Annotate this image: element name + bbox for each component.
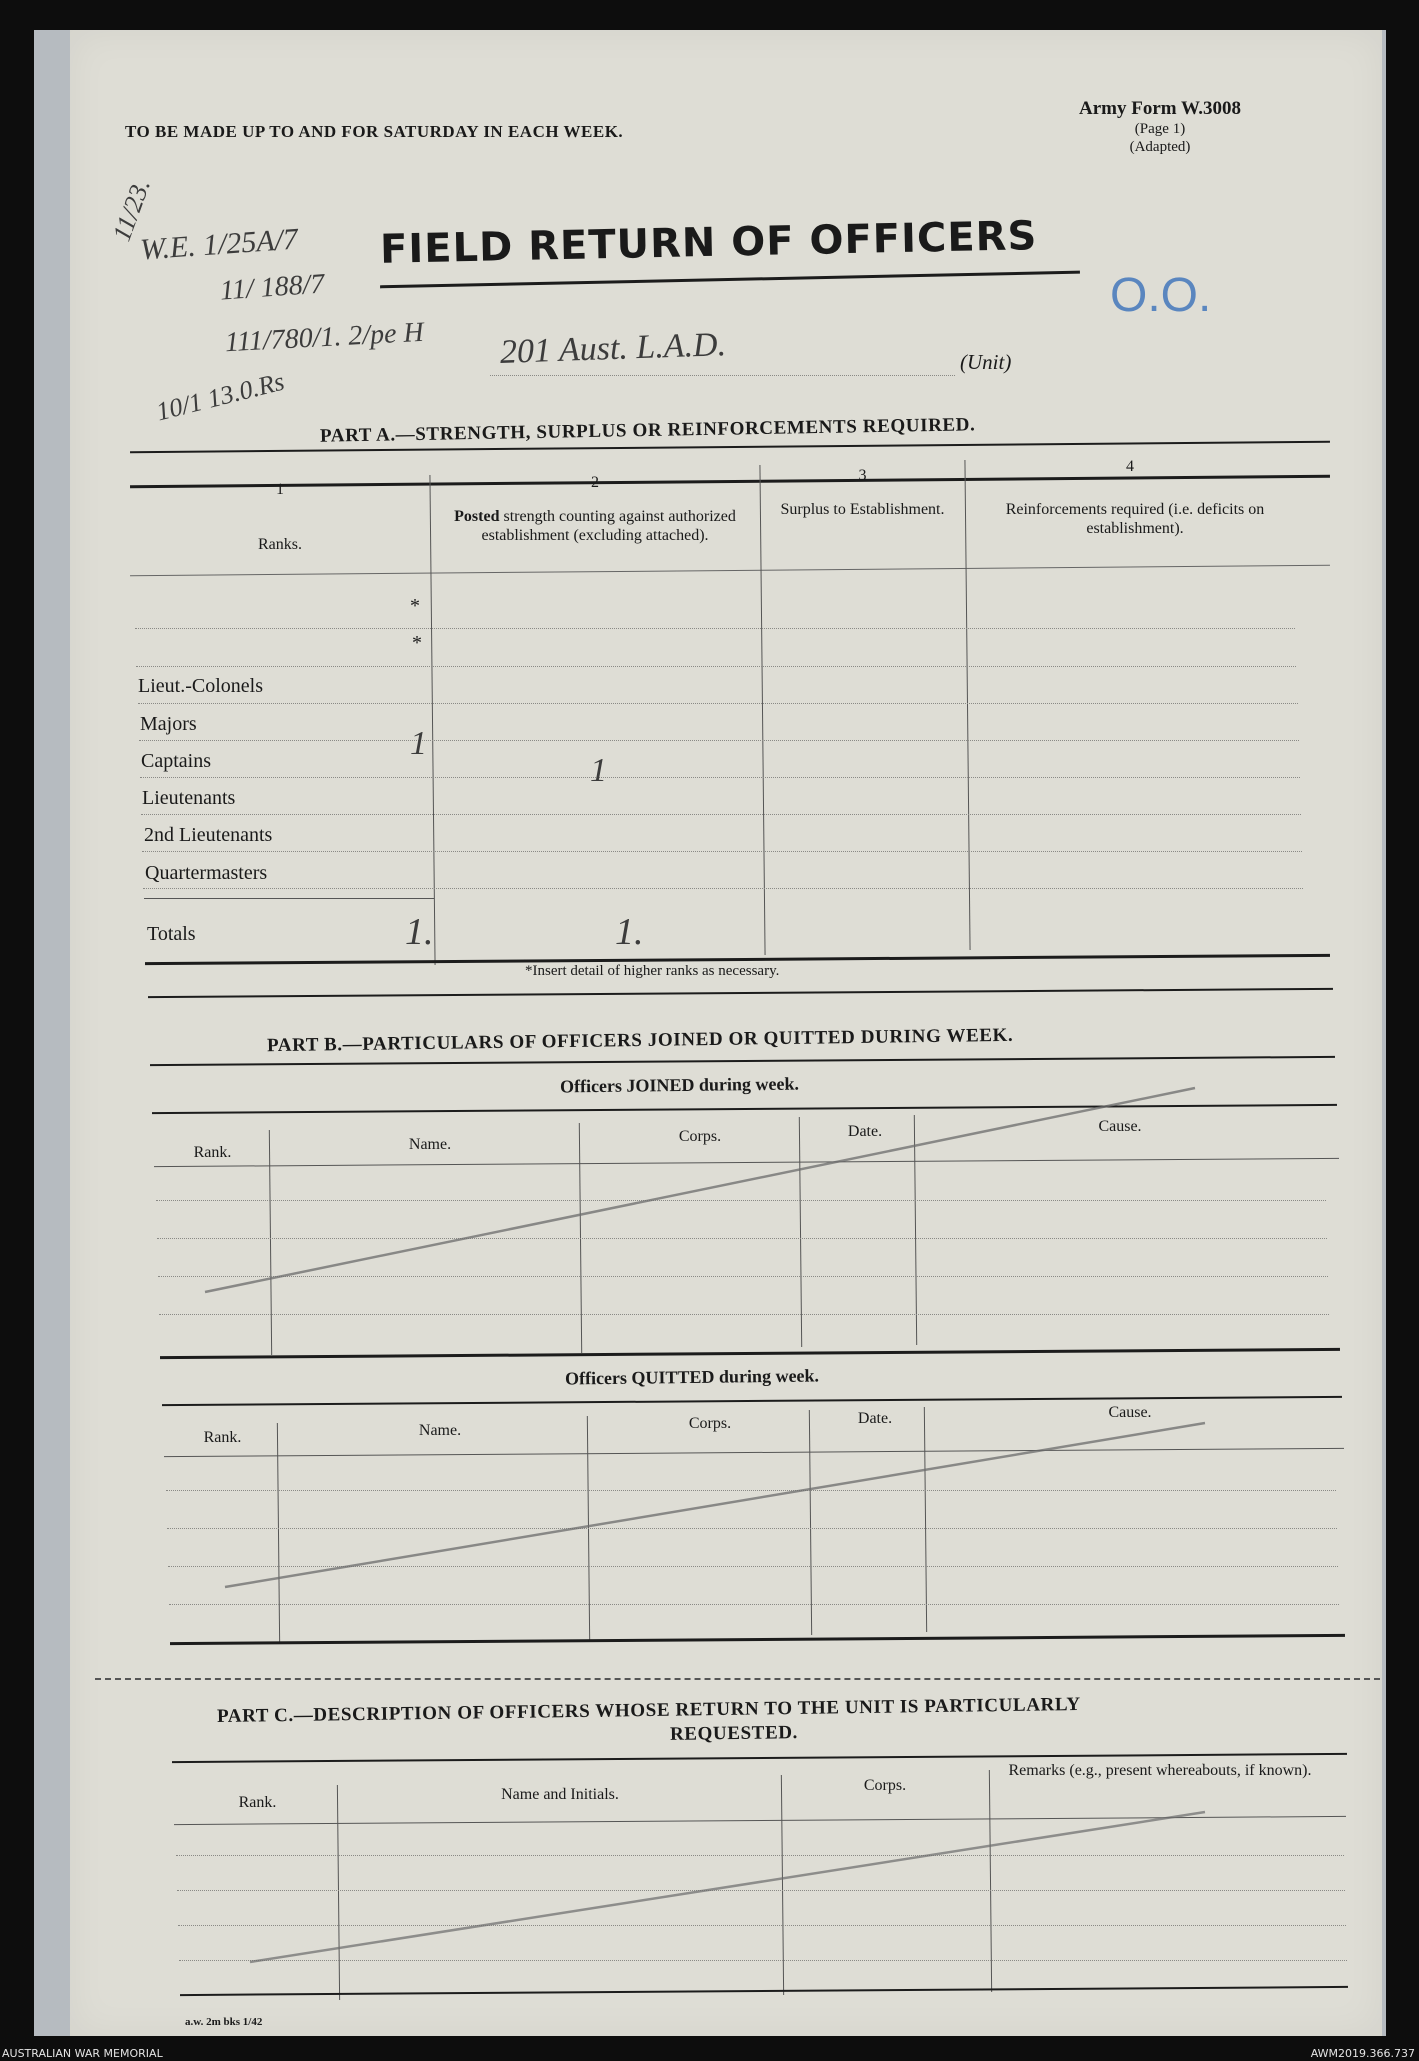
joined-strike-line [205,1088,1195,1292]
form-page [70,30,1382,2036]
unit-name: 201 Aust. L.A.D. [499,326,727,371]
quitted-col-rank: Rank. [203,1429,242,1446]
rank-majors: Majors [140,713,197,735]
quitted-col-corps: Corps. [688,1415,732,1432]
footer-archive-id: AWM2019.366.737 [1310,2047,1415,2060]
handwritten-note: 11/ 188/7 [219,268,326,307]
joined-title: Officers JOINED during week. [559,1073,800,1097]
quitted-col-name: Name. [418,1422,462,1439]
part-c-strike-line [250,1812,1205,1962]
quitted-col-cause: Cause. [1108,1404,1152,1421]
rank-captains: Captains [141,750,211,772]
unit-label: (Unit) [960,350,1012,374]
totals-posted: 1. [615,911,644,953]
form-page-number: (Page 1) [1134,121,1186,137]
pencil-strike-marks [70,30,1382,2036]
joined-col-date: Date. [847,1123,883,1140]
quitted-col-date: Date. [857,1410,893,1427]
totals-count: 1. [405,911,434,953]
handwritten-note: 11/23. [106,174,156,245]
quitted-title: Officers QUITTED during week. [564,1365,820,1389]
part-a-col-2-number: 2 [591,474,599,491]
part-a-col-surplus-label: Surplus to Establishment. [780,501,945,518]
rank-2nd-lieutenants: 2nd Lieutenants [144,824,273,846]
rank-lieut-colonels: Lieut.-Colonels [138,675,263,697]
rank-totals: Totals [147,923,196,945]
part-c-col-rank: Rank. [238,1794,277,1811]
part-a-col-3-number: 3 [858,467,867,484]
part-a-col-ranks-label: Ranks. [258,536,302,553]
part-c-heading-line-2: REQUESTED. [669,1722,799,1745]
form-number: Army Form W.3008 [1078,98,1241,119]
star-marker: * [412,632,422,654]
part-c-col-name: Name and Initials. [501,1786,619,1803]
rank-quartermasters: Quartermasters [145,862,268,884]
part-a-col-posted-label: Posted strength counting against authorized establishment (excluding attached). [454,508,736,544]
captains-count: 1 [410,725,427,762]
blue-mark: O.O. [1110,269,1212,322]
part-c-col-remarks: Remarks (e.g., present whereabouts, if known). [1008,1762,1312,1779]
print-code: a.w. 2m bks 1/42 [185,2016,263,2028]
part-c-heading-line-1: PART C.—DESCRIPTION OF OFFICERS WHOSE RETURN TO THE UNIT IS PARTICULARLY [216,1693,1081,1728]
joined-col-name: Name. [408,1136,452,1153]
form-title: FIELD RETURN OF OFFICERS [379,213,1038,273]
quitted-strike-line [225,1423,1205,1587]
part-a-col-1-number: 1 [276,481,284,498]
part-c-col-corps: Corps. [863,1777,907,1794]
joined-col-corps: Corps. [678,1128,722,1145]
footer-archive-name: AUSTRALIAN WAR MEMORIAL [2,2047,163,2060]
rank-lieutenants: Lieutenants [142,787,236,809]
joined-col-rank: Rank. [193,1144,232,1161]
part-a-footnote: *Insert detail of higher ranks as necessary. [525,963,780,979]
captains-posted: 1 [590,752,607,789]
part-b-heading: PART B.—PARTICULARS OF OFFICERS JOINED OR QUITTED DURING WEEK. [266,1024,1014,1057]
part-a-col-4-number: 4 [1126,458,1134,475]
handwritten-note: W.E. 1/25A/7 [139,222,299,267]
star-marker: * [410,595,420,617]
form-instruction: TO BE MADE UP TO AND FOR SATURDAY IN EACH WEEK. [125,122,624,141]
joined-col-cause: Cause. [1098,1118,1142,1135]
form-adapted: (Adapted) [1129,139,1191,155]
handwritten-note: 10/1 13.0.Rs [153,366,288,427]
part-a-col-reinforcements-label: Reinforcements required (i.e. deficits on establishment). [1005,501,1265,537]
part-a-heading: PART A.—STRENGTH, SURPLUS OR REINFORCEMENTS REQUIRED. [319,414,976,447]
handwritten-note: 111/780/1. 2/pe H [224,316,425,359]
